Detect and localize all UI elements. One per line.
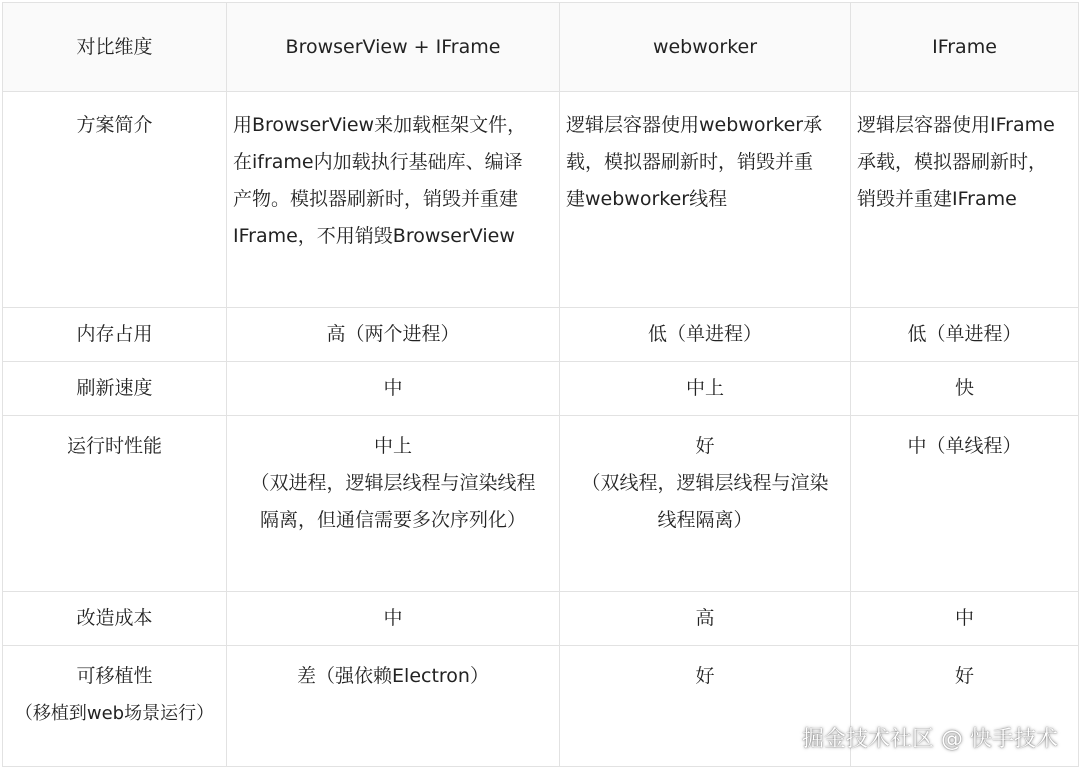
table-cell: 高: [560, 592, 851, 646]
table-row: [3, 308, 1079, 362]
table-row: [3, 592, 1079, 646]
table-cell: 差（强依赖Electron）: [227, 646, 560, 767]
table-cell: 好 （双线程，逻辑层线程与渲染 线程隔离）: [560, 416, 851, 592]
row-label: 运行时性能: [3, 416, 227, 592]
row-label: 方案简介: [3, 92, 227, 308]
header-dimension: 对比维度: [3, 3, 227, 92]
header-webworker: webworker: [560, 3, 851, 92]
row-label: 可移植性 （移植到web场景运行）: [3, 646, 227, 767]
table-cell: 中上 （双进程，逻辑层线程与渲染线程 隔离，但通信需要多次序列化）: [227, 416, 560, 592]
table-row: [3, 362, 1079, 416]
table-cell: 好: [851, 646, 1079, 767]
header-iframe: IFrame: [851, 3, 1079, 92]
row-label: 刷新速度: [3, 362, 227, 416]
table-cell: 低（单进程）: [560, 308, 851, 362]
table-cell: 用BrowserView来加载框架文件， 在iframe内加载执行基础库、编译 产物。模拟器刷新时，销毁并重建 IFrame，不用销毁BrowserView: [227, 92, 560, 308]
table-row: [3, 416, 1079, 592]
watermark: 掘金技术社区 @ 快手技术: [802, 727, 1058, 752]
table-cell: 中: [227, 362, 560, 416]
table-cell: 中（单线程）: [851, 416, 1079, 592]
header-browserview-iframe: BrowserView + IFrame: [227, 3, 560, 92]
table-cell: 中: [851, 592, 1079, 646]
table-cell: 中上: [560, 362, 851, 416]
table-cell: 中: [227, 592, 560, 646]
comparison-table: [2, 2, 1079, 767]
table-cell: 逻辑层容器使用IFrame 承载，模拟器刷新时， 销毁并重建IFrame: [851, 92, 1079, 308]
row-label: 改造成本: [3, 592, 227, 646]
table-row: [3, 92, 1079, 308]
table-cell: 快: [851, 362, 1079, 416]
row-label: 内存占用: [3, 308, 227, 362]
header-row: [3, 3, 1079, 92]
table-cell: 低（单进程）: [851, 308, 1079, 362]
table-cell: 好: [560, 646, 851, 767]
table-cell: 高（两个进程）: [227, 308, 560, 362]
table-cell: 逻辑层容器使用webworker承 载，模拟器刷新时，销毁并重 建webworker线程: [560, 92, 851, 308]
